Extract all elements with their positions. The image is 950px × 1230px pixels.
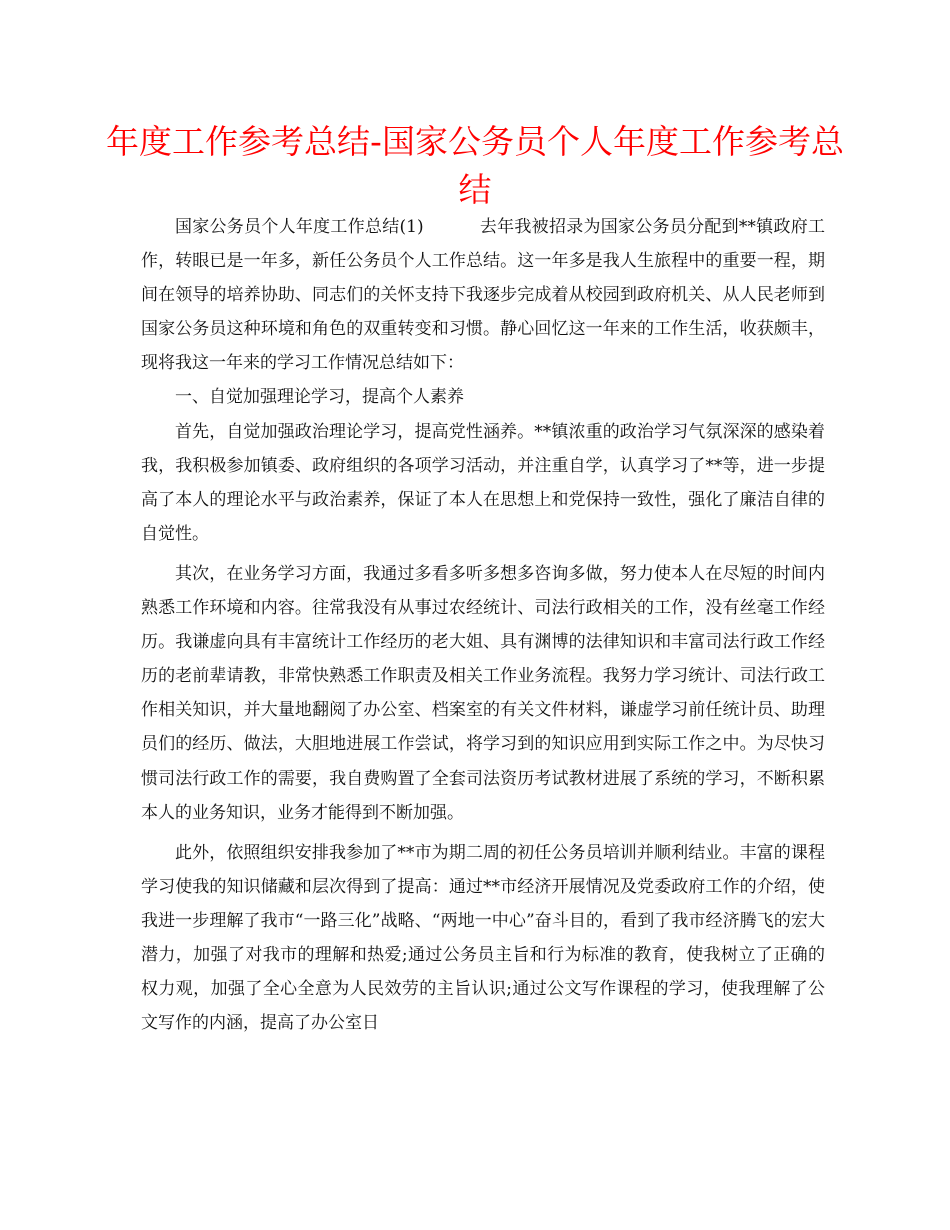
document-title: 年度工作参考总结-国家公务员个人年度工作参考总结 xyxy=(106,122,844,209)
intro-paragraph xyxy=(141,210,825,380)
intro-heading: 国家公务员个人年度工作总结(1) xyxy=(175,217,424,237)
paragraph-business-study: 其次，在业务学习方面，我通过多看多听多想多咨询多做，努力使本人在尽短的时间内熟悉工作环境和内容。往常我没有从事过农经统计、司法行政相关的工作，没有丝毫工作经历。我谦虚向具有丰富统计工作经历的老大姐、具有渊博的法律知识和丰富司法行政工作经历的老前辈请教，非常快熟悉工作职责及相关工作业务流程。我努力学习统计、司法行政工作相关知识，并大量地翻阅了办公室、档案室的有关文件材料，谦虚学习前任统计员、助理员们的经历、做法，大胆地进展工作尝试，将学习到的知识应用到实际工作之中。为尽快习惯司法行政工作的需要，我自费购置了全套司法资历考试教材进展了系统的学习，不断积累本人的业务知识，业务才能得到不断加强。 xyxy=(141,563,825,823)
paragraph-1-text: 去年我被招录为国家公务员分配到**镇政府工作，转眼已是一年多，新任公务员个人工作总结。这一年多是我人生旅程中的重要一程，期间在领导的培养协助、同志们的关怀支持下我逐步完成着从校园到政府机关、从人民老师到国家公务员这种环境和角色的双重转变和习惯。静心回忆这一年来的工作生活，收获颇丰，现将我这一年来的学习工作情况总结如下： xyxy=(141,217,825,374)
paragraph-training: 此外，依照组织安排我参加了**市为期二周的初任公务员培训并顺利结业。丰富的课程学习使我的知识储藏和层次得到了提高：通过**市经济开展情况及党委政府工作的介绍，使我进一步理解了我市“一路三化”战略、“两地一中心”奋斗目的，看到了我市经济腾飞的宏大潜力，加强了对我市的理解和热爱;通过公务员主旨和行为标准的教育，使我树立了正确的权力观，加强了全心全意为人民效劳的主旨认识;通过公文写作课程的学习，使我理解了公文写作的内涵，提高了办公室日 xyxy=(141,842,825,1034)
section-heading: 一、自觉加强理论学习，提高个人素养 xyxy=(175,387,464,408)
document-body xyxy=(141,210,825,1040)
paragraph-theory-study: 首先，自觉加强政治理论学习，提高党性涵养。**镇浓重的政治学习气氛深深的感染着我，我积极参加镇委、政府组织的各项学习活动，并注重自学，认真学习了**等，进一步提高了本人的理论水平与政治素养，保证了本人在思想上和党保持一致性，强化了廉洁自律的自觉性。 xyxy=(141,421,825,544)
